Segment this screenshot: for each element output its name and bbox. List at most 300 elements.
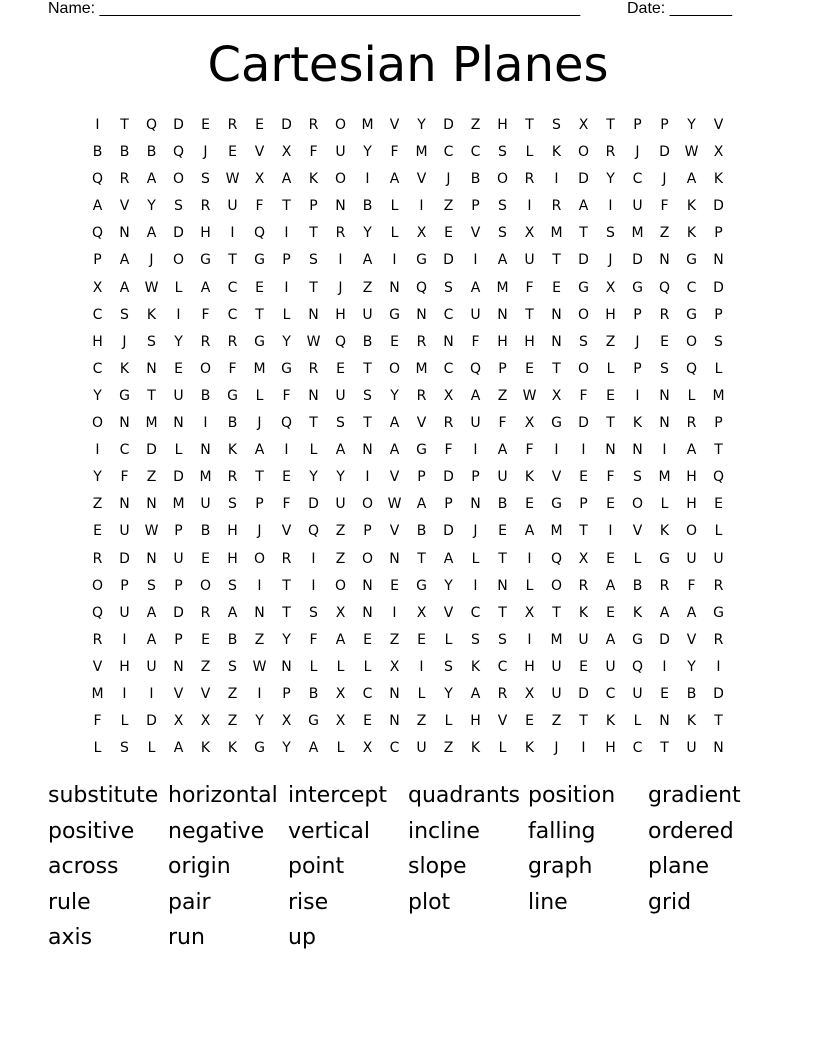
grid-letter: E — [525, 360, 534, 377]
grid-letter: I — [635, 387, 640, 404]
grid-letter: Q — [469, 360, 482, 377]
grid-letter: R — [200, 198, 211, 215]
grid-letter: N — [146, 496, 157, 513]
grid-letter: I — [527, 631, 532, 648]
grid-letter: G — [254, 740, 265, 757]
grid-letter: C — [119, 442, 130, 459]
grid-letter: H — [119, 658, 130, 675]
grid-letter: O — [334, 171, 347, 188]
grid-letter: T — [552, 252, 561, 269]
grid-letter: H — [497, 117, 508, 133]
grid-letter: A — [227, 604, 238, 621]
grid-letter: L — [336, 658, 345, 675]
grid-letter: S — [228, 577, 237, 594]
grid-letter: E — [714, 496, 723, 513]
grid-letter: N — [362, 577, 373, 594]
grid-letter: G — [551, 415, 562, 432]
grid-letter: F — [525, 279, 534, 296]
grid-letter: P — [174, 577, 183, 594]
grid-letter: Y — [174, 333, 183, 350]
grid-row — [84, 139, 732, 166]
grid-letter: U — [524, 252, 535, 269]
grid-letter: N — [605, 442, 616, 459]
grid-letter: X — [335, 604, 346, 621]
grid-letter: X — [200, 713, 211, 730]
grid-letter: Z — [443, 198, 454, 215]
grid-letter: F — [282, 496, 291, 513]
grid-row — [84, 573, 732, 600]
grid-letter: V — [686, 631, 697, 648]
grid-letter: V — [470, 225, 481, 242]
grid-letter: V — [254, 144, 265, 161]
grid-letter: O — [334, 117, 347, 133]
grid-letter: N — [713, 252, 724, 269]
grid-letter: R — [443, 415, 454, 432]
grid-letter: S — [120, 740, 129, 757]
grid-letter: I — [365, 171, 370, 188]
grid-letter: D — [443, 469, 454, 486]
grid-letter: I — [473, 442, 478, 459]
grid-letter: F — [282, 387, 291, 404]
grid-letter: T — [579, 523, 588, 540]
grid-letter: H — [605, 306, 616, 323]
grid-letter: R — [227, 469, 238, 486]
grid-letter: E — [201, 117, 210, 133]
grid-letter: C — [443, 360, 454, 377]
grid-letter: N — [470, 496, 481, 513]
grid-letter: I — [284, 279, 289, 296]
grid-letter: Z — [227, 713, 238, 730]
grid-letter: T — [498, 604, 507, 621]
grid-letter: P — [633, 306, 642, 323]
grid-letter: S — [444, 658, 453, 675]
word-list-item: position — [528, 783, 616, 808]
grid-letter: K — [551, 144, 562, 161]
grid-letter: N — [389, 550, 400, 567]
grid-letter: H — [92, 333, 103, 350]
grid-letter: P — [120, 577, 129, 594]
grid-letter: U — [146, 658, 157, 675]
word-list-item: intercept — [288, 783, 387, 808]
grid-letter: O — [91, 415, 104, 432]
grid-letter: Y — [390, 387, 399, 404]
grid-letter: M — [253, 360, 266, 377]
grid-letter: G — [578, 279, 589, 296]
grid-letter: P — [282, 685, 291, 702]
grid-letter: W — [522, 387, 537, 404]
grid-letter: F — [444, 442, 453, 459]
grid-letter: C — [605, 685, 616, 702]
word-list-item: origin — [168, 854, 231, 879]
grid-letter: O — [361, 550, 374, 567]
grid-letter: S — [498, 225, 507, 242]
grid-letter: V — [551, 469, 562, 486]
grid-row — [84, 329, 732, 356]
grid-letter: U — [578, 631, 589, 648]
grid-letter: P — [471, 469, 480, 486]
grid-letter: A — [686, 442, 697, 459]
grid-letter: X — [335, 713, 346, 730]
grid-letter: M — [361, 117, 374, 133]
grid-letter: O — [577, 144, 590, 161]
grid-letter: R — [92, 550, 103, 567]
grid-letter: Y — [255, 713, 264, 730]
grid-letter: Z — [200, 658, 211, 675]
grid-letter: T — [417, 550, 426, 567]
grid-letter: G — [416, 577, 427, 594]
grid-letter: Z — [659, 225, 670, 242]
grid-letter: E — [606, 496, 615, 513]
grid-letter: P — [255, 496, 264, 513]
grid-letter: E — [363, 713, 372, 730]
grid-letter: N — [146, 360, 157, 377]
grid-letter: A — [119, 279, 130, 296]
grid-row — [84, 220, 732, 247]
grid-letter: U — [470, 415, 481, 432]
grid-letter: V — [443, 604, 454, 621]
grid-letter: I — [203, 415, 208, 432]
grid-letter: F — [687, 577, 696, 594]
grid-letter: V — [92, 658, 103, 675]
grid-letter: T — [309, 279, 318, 296]
grid-letter: M — [550, 631, 563, 648]
grid-row — [84, 491, 732, 518]
grid-letter: K — [308, 171, 319, 188]
grid-letter: D — [632, 252, 643, 269]
grid-letter: S — [498, 631, 507, 648]
grid-letter: Z — [362, 279, 373, 296]
grid-letter: B — [227, 631, 238, 648]
grid-letter: E — [174, 360, 183, 377]
grid-letter: Q — [91, 171, 104, 188]
grid-letter: I — [716, 658, 721, 675]
grid-letter: H — [227, 550, 238, 567]
grid-letter: B — [200, 387, 211, 404]
grid-letter: L — [471, 550, 480, 567]
grid-letter: B — [497, 496, 508, 513]
grid-letter: H — [227, 523, 238, 540]
grid-letter: Q — [415, 279, 428, 296]
grid-letter: N — [200, 442, 211, 459]
grid-letter: R — [524, 171, 535, 188]
grid-letter: T — [579, 225, 588, 242]
grid-letter: E — [390, 577, 399, 594]
grid-letter: O — [577, 306, 590, 323]
word-list-item: gradient — [648, 783, 741, 808]
grid-letter: P — [174, 523, 183, 540]
grid-letter: D — [578, 415, 589, 432]
grid-letter: F — [525, 442, 534, 459]
grid-letter: U — [200, 496, 211, 513]
grid-letter: P — [93, 252, 102, 269]
grid-letter: W — [225, 171, 240, 188]
grid-letter: F — [660, 198, 669, 215]
grid-letter: P — [444, 496, 453, 513]
word-list-item: point — [288, 854, 345, 879]
grid-letter: X — [254, 171, 265, 188]
grid-letter: M — [496, 279, 509, 296]
grid-letter: K — [632, 415, 643, 432]
grid-letter: J — [608, 252, 613, 269]
grid-letter: R — [497, 685, 508, 702]
grid-letter: A — [281, 171, 292, 188]
grid-letter: R — [281, 550, 292, 567]
grid-letter: K — [119, 360, 130, 377]
grid-letter: I — [149, 685, 154, 702]
grid-letter: N — [551, 333, 562, 350]
grid-letter: P — [660, 117, 669, 133]
grid-letter: X — [416, 225, 427, 242]
grid-letter: M — [91, 685, 104, 702]
grid-letter: P — [363, 523, 372, 540]
grid-letter: A — [578, 198, 589, 215]
grid-letter: A — [146, 604, 157, 621]
grid-row — [84, 410, 732, 437]
grid-letter: L — [714, 360, 723, 377]
grid-letter: B — [308, 685, 319, 702]
grid-letter: D — [659, 144, 670, 161]
grid-letter: E — [606, 387, 615, 404]
grid-letter: N — [146, 550, 157, 567]
grid-letter: E — [255, 117, 264, 133]
grid-letter: A — [497, 252, 508, 269]
word-list-item: rule — [48, 889, 91, 915]
grid-letter: S — [606, 225, 615, 242]
grid-letter: V — [200, 685, 211, 702]
grid-letter: I — [311, 577, 316, 594]
grid-letter: I — [527, 550, 532, 567]
grid-letter: X — [578, 117, 589, 133]
grid-letter: I — [392, 252, 397, 269]
grid-letter: T — [498, 550, 507, 567]
grid-letter: N — [443, 333, 454, 350]
grid-letter: P — [633, 360, 642, 377]
grid-letter: Z — [443, 740, 454, 757]
grid-row — [84, 735, 732, 762]
grid-letter: T — [714, 713, 723, 730]
grid-letter: I — [257, 685, 262, 702]
grid-letter: N — [659, 415, 670, 432]
grid-letter: U — [335, 496, 346, 513]
grid-letter: L — [525, 144, 534, 161]
grid-letter: Q — [280, 415, 293, 432]
word-list-item: slope — [408, 854, 467, 879]
grid-letter: S — [228, 658, 237, 675]
grid-letter: S — [633, 469, 642, 486]
grid-letter: Y — [363, 144, 372, 161]
grid-letter: B — [686, 685, 697, 702]
grid-letter: L — [498, 740, 507, 757]
grid-letter: Y — [282, 631, 291, 648]
grid-letter: K — [524, 469, 535, 486]
grid-letter: Q — [550, 550, 563, 567]
grid-letter: K — [524, 740, 535, 757]
grid-letter: V — [389, 469, 400, 486]
grid-letter: J — [554, 740, 559, 757]
grid-letter: L — [660, 496, 669, 513]
grid-letter: N — [713, 740, 724, 757]
grid-letter: L — [309, 658, 318, 675]
grid-letter: E — [525, 713, 534, 730]
grid-letter: R — [308, 117, 319, 133]
grid-letter: O — [631, 496, 644, 513]
grid-letter: G — [416, 442, 427, 459]
grid-letter: H — [686, 496, 697, 513]
grid-letter: M — [712, 387, 725, 404]
grid-letter: R — [335, 225, 346, 242]
grid-letter: U — [686, 550, 697, 567]
grid-letter: E — [606, 604, 615, 621]
grid-row — [84, 518, 732, 545]
grid-letter: D — [713, 279, 724, 296]
grid-letter: L — [417, 685, 426, 702]
grid-letter: Y — [444, 577, 453, 594]
grid-letter: D — [659, 631, 670, 648]
word-list-item: graph — [528, 854, 593, 879]
grid-letter: K — [470, 740, 481, 757]
grid-letter: Y — [282, 740, 291, 757]
grid-letter: W — [252, 658, 267, 675]
grid-letter: O — [172, 252, 185, 269]
grid-letter: F — [120, 469, 129, 486]
word-list-item: line — [528, 889, 568, 915]
grid-letter: R — [713, 577, 724, 594]
grid-letter: N — [416, 306, 427, 323]
grid-letter: F — [93, 713, 102, 730]
grid-letter: G — [632, 631, 643, 648]
grid-letter: O — [199, 360, 212, 377]
grid-letter: L — [147, 740, 156, 757]
grid-letter: A — [524, 523, 535, 540]
grid-letter: P — [714, 415, 723, 432]
grid-letter: E — [606, 550, 615, 567]
grid-letter: O — [199, 577, 212, 594]
grid-letter: S — [579, 333, 588, 350]
grid-letter: L — [174, 279, 183, 296]
grid-letter: S — [498, 198, 507, 215]
grid-letter: T — [552, 360, 561, 377]
grid-letter: R — [227, 117, 238, 133]
grid-letter: P — [282, 252, 291, 269]
grid-letter: T — [282, 604, 291, 621]
word-list-item: positive — [48, 818, 135, 844]
grid-letter: J — [662, 171, 667, 188]
grid-letter: Y — [363, 225, 372, 242]
grid-letter: S — [498, 144, 507, 161]
grid-letter: A — [443, 550, 454, 567]
word-list-item: incline — [408, 818, 480, 844]
grid-letter: U — [497, 469, 508, 486]
grid-letter: E — [444, 225, 453, 242]
grid-letter: L — [390, 198, 399, 215]
grid-letter: T — [255, 469, 264, 486]
grid-letter: A — [497, 442, 508, 459]
grid-letter: S — [228, 496, 237, 513]
grid-letter: M — [550, 523, 563, 540]
grid-letter: U — [173, 387, 184, 404]
grid-letter: Y — [93, 469, 102, 486]
word-list-item: vertical — [288, 818, 371, 844]
grid-letter: O — [91, 577, 104, 594]
grid-row — [84, 275, 732, 302]
grid-letter: Z — [227, 685, 238, 702]
grid-letter: G — [227, 387, 238, 404]
grid-letter: D — [713, 685, 724, 702]
grid-letter: I — [581, 442, 586, 459]
grid-letter: V — [173, 685, 184, 702]
grid-letter: C — [92, 360, 103, 377]
grid-letter: H — [686, 469, 697, 486]
grid-letter: L — [363, 658, 372, 675]
grid-letter: D — [578, 685, 589, 702]
grid-letter: V — [281, 523, 292, 540]
grid-letter: X — [578, 550, 589, 567]
grid-letter: A — [335, 631, 346, 648]
word-list-item: run — [168, 925, 205, 950]
grid-letter: I — [608, 523, 613, 540]
grid-letter: C — [227, 306, 238, 323]
grid-letter: T — [660, 740, 669, 757]
grid-letter: P — [471, 198, 480, 215]
grid-letter: A — [119, 252, 130, 269]
grid-letter: Q — [172, 144, 185, 161]
grid-letter: Q — [91, 225, 104, 242]
grid-letter: A — [686, 604, 697, 621]
grid-letter: K — [632, 604, 643, 621]
grid-letter: B — [416, 523, 427, 540]
grid-letter: E — [525, 496, 534, 513]
grid-letter: O — [685, 333, 698, 350]
grid-letter: K — [470, 658, 481, 675]
grid-letter: L — [120, 713, 129, 730]
grid-letter: I — [662, 442, 667, 459]
word-list-item: negative — [168, 818, 265, 844]
grid-letter: O — [685, 523, 698, 540]
grid-letter: G — [632, 279, 643, 296]
grid-letter: T — [363, 360, 372, 377]
grid-letter: F — [606, 469, 615, 486]
grid-letter: L — [633, 713, 642, 730]
grid-letter: A — [146, 631, 157, 648]
grid-letter: A — [173, 740, 184, 757]
grid-letter: G — [254, 333, 265, 350]
grid-letter: O — [172, 171, 185, 188]
grid-letter: B — [362, 333, 373, 350]
grid-letter: L — [606, 360, 615, 377]
grid-letter: M — [199, 469, 212, 486]
grid-letter: J — [446, 171, 451, 188]
grid-letter: A — [470, 387, 481, 404]
grid-letter: G — [119, 387, 130, 404]
grid-letter: G — [713, 604, 724, 621]
grid-letter: X — [173, 713, 184, 730]
grid-row — [84, 464, 732, 491]
grid-letter: K — [578, 604, 589, 621]
grid-letter: Q — [307, 523, 320, 540]
grid-letter: D — [146, 442, 157, 459]
grid-letter: G — [281, 360, 292, 377]
grid-letter: Y — [687, 117, 696, 133]
grid-letter: T — [120, 117, 129, 133]
grid-letter: J — [257, 415, 262, 432]
grid-letter: A — [659, 604, 670, 621]
grid-letter: U — [362, 306, 373, 323]
grid-letter: G — [254, 252, 265, 269]
grid-letter: P — [498, 360, 507, 377]
grid-letter: X — [605, 279, 616, 296]
grid-letter: O — [388, 360, 401, 377]
grid-letter: A — [146, 171, 157, 188]
